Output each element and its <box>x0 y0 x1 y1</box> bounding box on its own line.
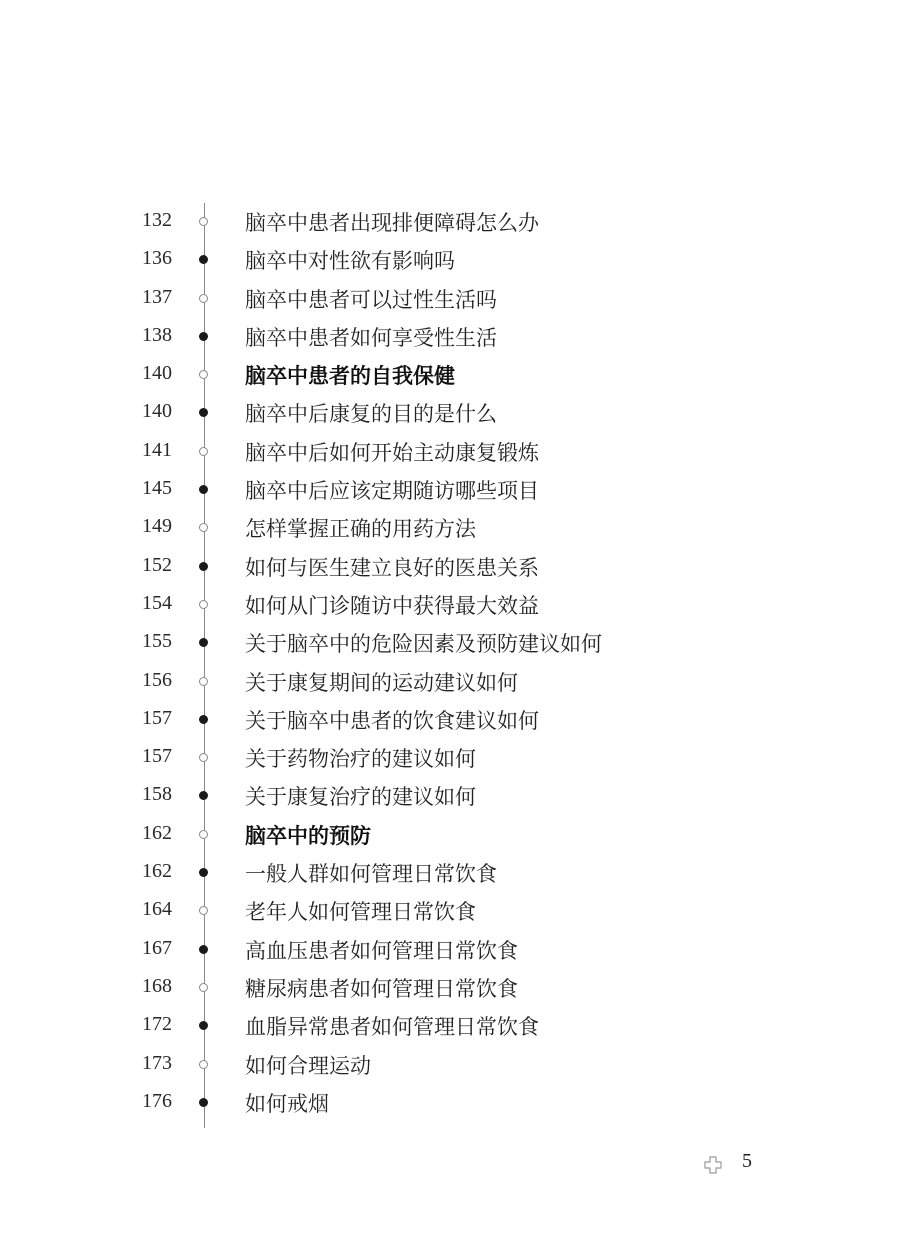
toc-title: 脑卒中后如何开始主动康复锻炼 <box>245 440 539 465</box>
toc-title: 一般人群如何管理日常饮食 <box>245 862 497 887</box>
open-dot-icon <box>199 830 208 839</box>
toc-page-number: 137 <box>142 285 172 308</box>
toc-title: 怎样掌握正确的用药方法 <box>245 517 476 542</box>
toc-entry <box>0 471 900 509</box>
filled-dot-icon <box>199 255 208 264</box>
toc-page-number: 156 <box>142 668 172 691</box>
toc-page-number: 155 <box>142 630 172 653</box>
toc-entry <box>0 739 900 777</box>
toc-entry <box>0 931 900 969</box>
filled-dot-icon <box>199 408 208 417</box>
toc-title: 脑卒中患者如何享受性生活 <box>245 325 497 350</box>
toc-title: 脑卒中患者出现排便障碍怎么办 <box>245 211 539 235</box>
toc-page-number: 176 <box>142 1089 172 1112</box>
toc-entry <box>0 892 900 930</box>
toc-page-number: 154 <box>142 591 172 614</box>
toc-page-number: 164 <box>142 898 172 921</box>
toc-title: 如何合理运动 <box>245 1053 371 1078</box>
toc-entry <box>0 586 900 624</box>
toc-section-heading <box>0 356 900 394</box>
cross-icon <box>704 1156 722 1174</box>
toc-page-number: 162 <box>142 860 172 883</box>
open-dot-icon <box>199 983 208 992</box>
open-dot-icon <box>199 677 208 686</box>
toc-entry <box>0 433 900 471</box>
toc-entry <box>0 241 900 279</box>
open-dot-icon <box>199 217 208 226</box>
toc-entry <box>0 1046 900 1084</box>
open-dot-icon <box>199 753 208 762</box>
open-dot-icon <box>199 523 208 532</box>
toc-entry <box>0 509 900 547</box>
toc-section-heading <box>0 816 900 854</box>
filled-dot-icon <box>199 791 208 800</box>
toc-page-number: 145 <box>142 477 172 500</box>
toc-page-number: 173 <box>142 1051 172 1074</box>
toc-title: 脑卒中患者可以过性生活吗 <box>245 287 497 312</box>
toc-entry <box>0 548 900 586</box>
toc-page-number: 157 <box>142 745 172 768</box>
toc-title: 如何戒烟 <box>245 1091 329 1116</box>
toc-entry <box>0 777 900 815</box>
toc-page-number: 157 <box>142 706 172 729</box>
toc-page-number: 167 <box>142 936 172 959</box>
toc-title: 脑卒中后康复的目的是什么 <box>245 402 497 427</box>
toc-page-number: 149 <box>142 515 172 538</box>
toc-title: 如何从门诊随访中获得最大效益 <box>245 593 539 618</box>
toc-title: 糖尿病患者如何管理日常饮食 <box>245 976 518 1001</box>
toc-page-number: 141 <box>142 438 172 461</box>
filled-dot-icon <box>199 715 208 724</box>
open-dot-icon <box>199 906 208 915</box>
toc-page-number: 140 <box>142 400 172 423</box>
toc-entry <box>0 318 900 356</box>
toc-entry <box>0 663 900 701</box>
toc-entry <box>0 394 900 432</box>
open-dot-icon <box>199 370 208 379</box>
filled-dot-icon <box>199 1098 208 1107</box>
toc-page-number: 136 <box>142 247 172 270</box>
toc-title: 脑卒中后应该定期随访哪些项目 <box>245 479 539 504</box>
toc-entry <box>0 854 900 892</box>
toc-title: 脑卒中的预防 <box>245 823 371 848</box>
toc-entry <box>0 701 900 739</box>
toc-entry <box>0 969 900 1007</box>
toc-title: 关于脑卒中的危险因素及预防建议如何 <box>245 632 602 657</box>
filled-dot-icon <box>199 945 208 954</box>
toc-title: 脑卒中患者的自我保健 <box>245 364 455 389</box>
toc-page-number: 172 <box>142 1013 172 1036</box>
toc-page-number: 162 <box>142 821 172 844</box>
toc-entry <box>0 624 900 662</box>
table-of-contents <box>0 203 900 1122</box>
toc-title: 关于脑卒中患者的饮食建议如何 <box>245 708 539 733</box>
toc-title: 脑卒中对性欲有影响吗 <box>245 249 455 274</box>
filled-dot-icon <box>199 638 208 647</box>
toc-title: 老年人如何管理日常饮食 <box>245 900 476 925</box>
toc-title: 关于康复治疗的建议如何 <box>245 785 476 810</box>
toc-page-number: 158 <box>142 783 172 806</box>
toc-title: 关于药物治疗的建议如何 <box>245 747 476 772</box>
open-dot-icon <box>199 294 208 303</box>
toc-page-number: 138 <box>142 323 172 346</box>
toc-entry <box>0 280 900 318</box>
toc-title: 高血压患者如何管理日常饮食 <box>245 938 518 963</box>
open-dot-icon <box>199 1060 208 1069</box>
toc-entry <box>0 1007 900 1045</box>
toc-page-number: 152 <box>142 553 172 576</box>
open-dot-icon <box>199 600 208 609</box>
filled-dot-icon <box>199 485 208 494</box>
filled-dot-icon <box>199 1021 208 1030</box>
filled-dot-icon <box>199 332 208 341</box>
toc-title: 如何与医生建立良好的医患关系 <box>245 555 539 580</box>
filled-dot-icon <box>199 562 208 571</box>
toc-entry <box>0 1084 900 1122</box>
toc-title: 关于康复期间的运动建议如何 <box>245 670 518 695</box>
open-dot-icon <box>199 447 208 456</box>
toc-page-number: 168 <box>142 974 172 997</box>
toc-page-number: 132 <box>142 209 172 231</box>
toc-entry <box>0 203 900 241</box>
page-number: 5 <box>742 1150 752 1172</box>
toc-page-number: 140 <box>142 362 172 385</box>
toc-title: 血脂异常患者如何管理日常饮食 <box>245 1015 539 1040</box>
filled-dot-icon <box>199 868 208 877</box>
